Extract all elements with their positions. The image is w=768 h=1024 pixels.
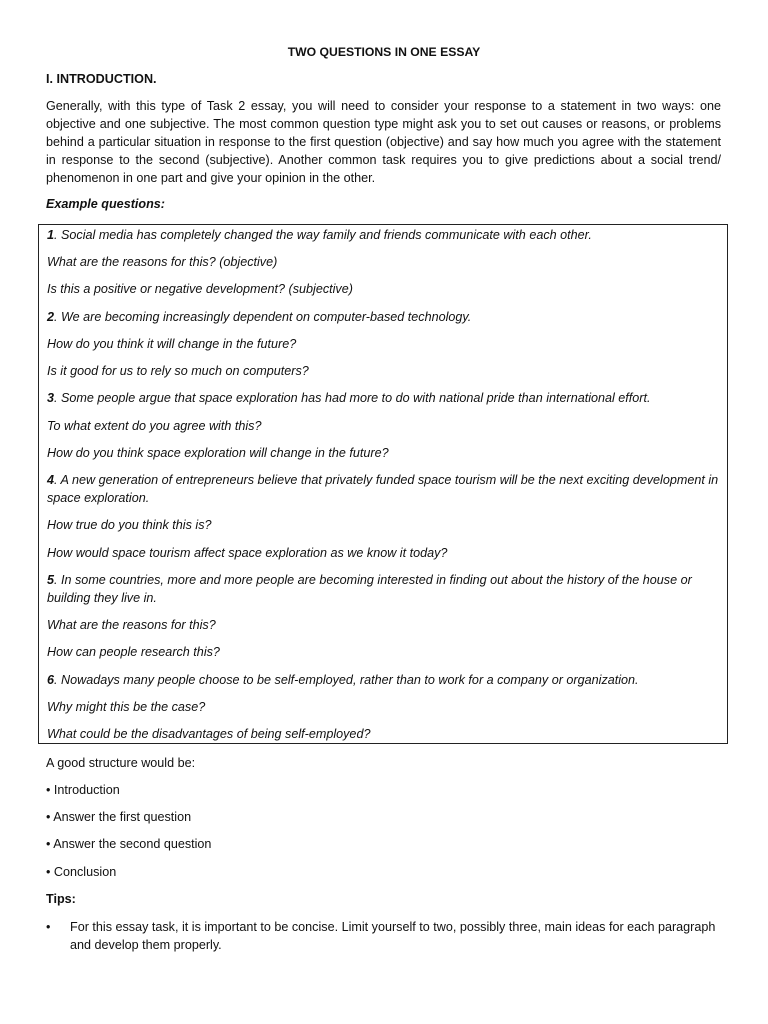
question-6-part-1: Why might this be the case?	[47, 700, 206, 714]
structure-item-conclusion: • Conclusion	[46, 865, 117, 879]
question-6-statement	[47, 671, 723, 689]
question-text: . Social media has completely changed the way family and friends communicate with each other.	[54, 228, 592, 242]
tip-text: For this essay task, it is important to be concise. Limit yourself to two, possibly three, main ideas for each paragraph and develop them properly.	[70, 920, 716, 952]
structure-item-first-question: • Answer the first question	[46, 810, 192, 824]
question-2-part-2: Is it good for us to rely so much on computers?	[47, 364, 309, 378]
question-text: . In some countries, more and more people are becoming interested in finding out about the history of the house or building they live in.	[47, 573, 692, 605]
question-number: 3	[47, 391, 55, 405]
question-1-statement	[47, 226, 723, 244]
question-2-part-1: How do you think it will change in the future?	[47, 337, 297, 351]
intro-paragraph: Generally, with this type of Task 2 essay, you will need to consider your response to a statement in two ways: one objective and one subjective. The most common question type might ask you to set out causes or reasons, or problems behind a particular situation in response to the first question (objective) and say how much you agree with the statement in response to the second (subjective). Another common task requires you to give predictions about a social trend/ phenomenon in one part and give your opinion in the other.	[46, 99, 721, 185]
question-1-part-1: What are the reasons for this? (objective)	[47, 255, 278, 269]
structure-intro: A good structure would be:	[46, 756, 196, 770]
example-questions-label: Example questions:	[46, 197, 165, 211]
question-text: . Some people argue that space exploration has had more to do with national pride than international effort.	[54, 391, 651, 405]
question-text: . Nowadays many people choose to be self-employed, rather than to work for a company or organization.	[54, 673, 639, 687]
question-5-part-2: How can people research this?	[47, 645, 220, 659]
question-3-part-1: To what extent do you agree with this?	[47, 419, 262, 433]
question-3-part-2: How do you think space exploration will change in the future?	[47, 446, 389, 460]
bullet-icon: •	[46, 920, 51, 934]
question-number: 1	[47, 228, 55, 242]
document-title: TWO QUESTIONS IN ONE ESSAY	[287, 45, 481, 59]
question-number: 4	[47, 473, 55, 487]
question-4-part-1: How true do you think this is?	[47, 518, 212, 532]
question-5-statement	[47, 571, 723, 607]
question-number: 6	[47, 673, 55, 687]
question-text: . A new generation of entrepreneurs believe that privately funded space tourism will be the next exciting development in space exploration.	[47, 473, 719, 505]
question-text: . We are becoming increasingly dependent on computer-based technology.	[54, 310, 472, 324]
question-4-statement	[47, 471, 723, 507]
question-2-statement	[47, 308, 723, 326]
structure-item-introduction: • Introduction	[46, 783, 120, 797]
question-1-part-2: Is this a positive or negative development? (subjective)	[47, 282, 353, 296]
example-questions-box	[38, 224, 728, 744]
structure-item-second-question: • Answer the second question	[46, 837, 212, 851]
question-number: 2	[47, 310, 55, 324]
question-5-part-1: What are the reasons for this?	[47, 618, 216, 632]
question-4-part-2: How would space tourism affect space exploration as we know it today?	[47, 546, 448, 560]
section-heading: I. INTRODUCTION.	[46, 72, 157, 86]
question-6-part-2: What could be the disadvantages of being self-employed?	[47, 727, 371, 741]
question-3-statement	[47, 389, 723, 407]
question-number: 5	[47, 573, 55, 587]
tips-label: Tips:	[46, 892, 76, 906]
